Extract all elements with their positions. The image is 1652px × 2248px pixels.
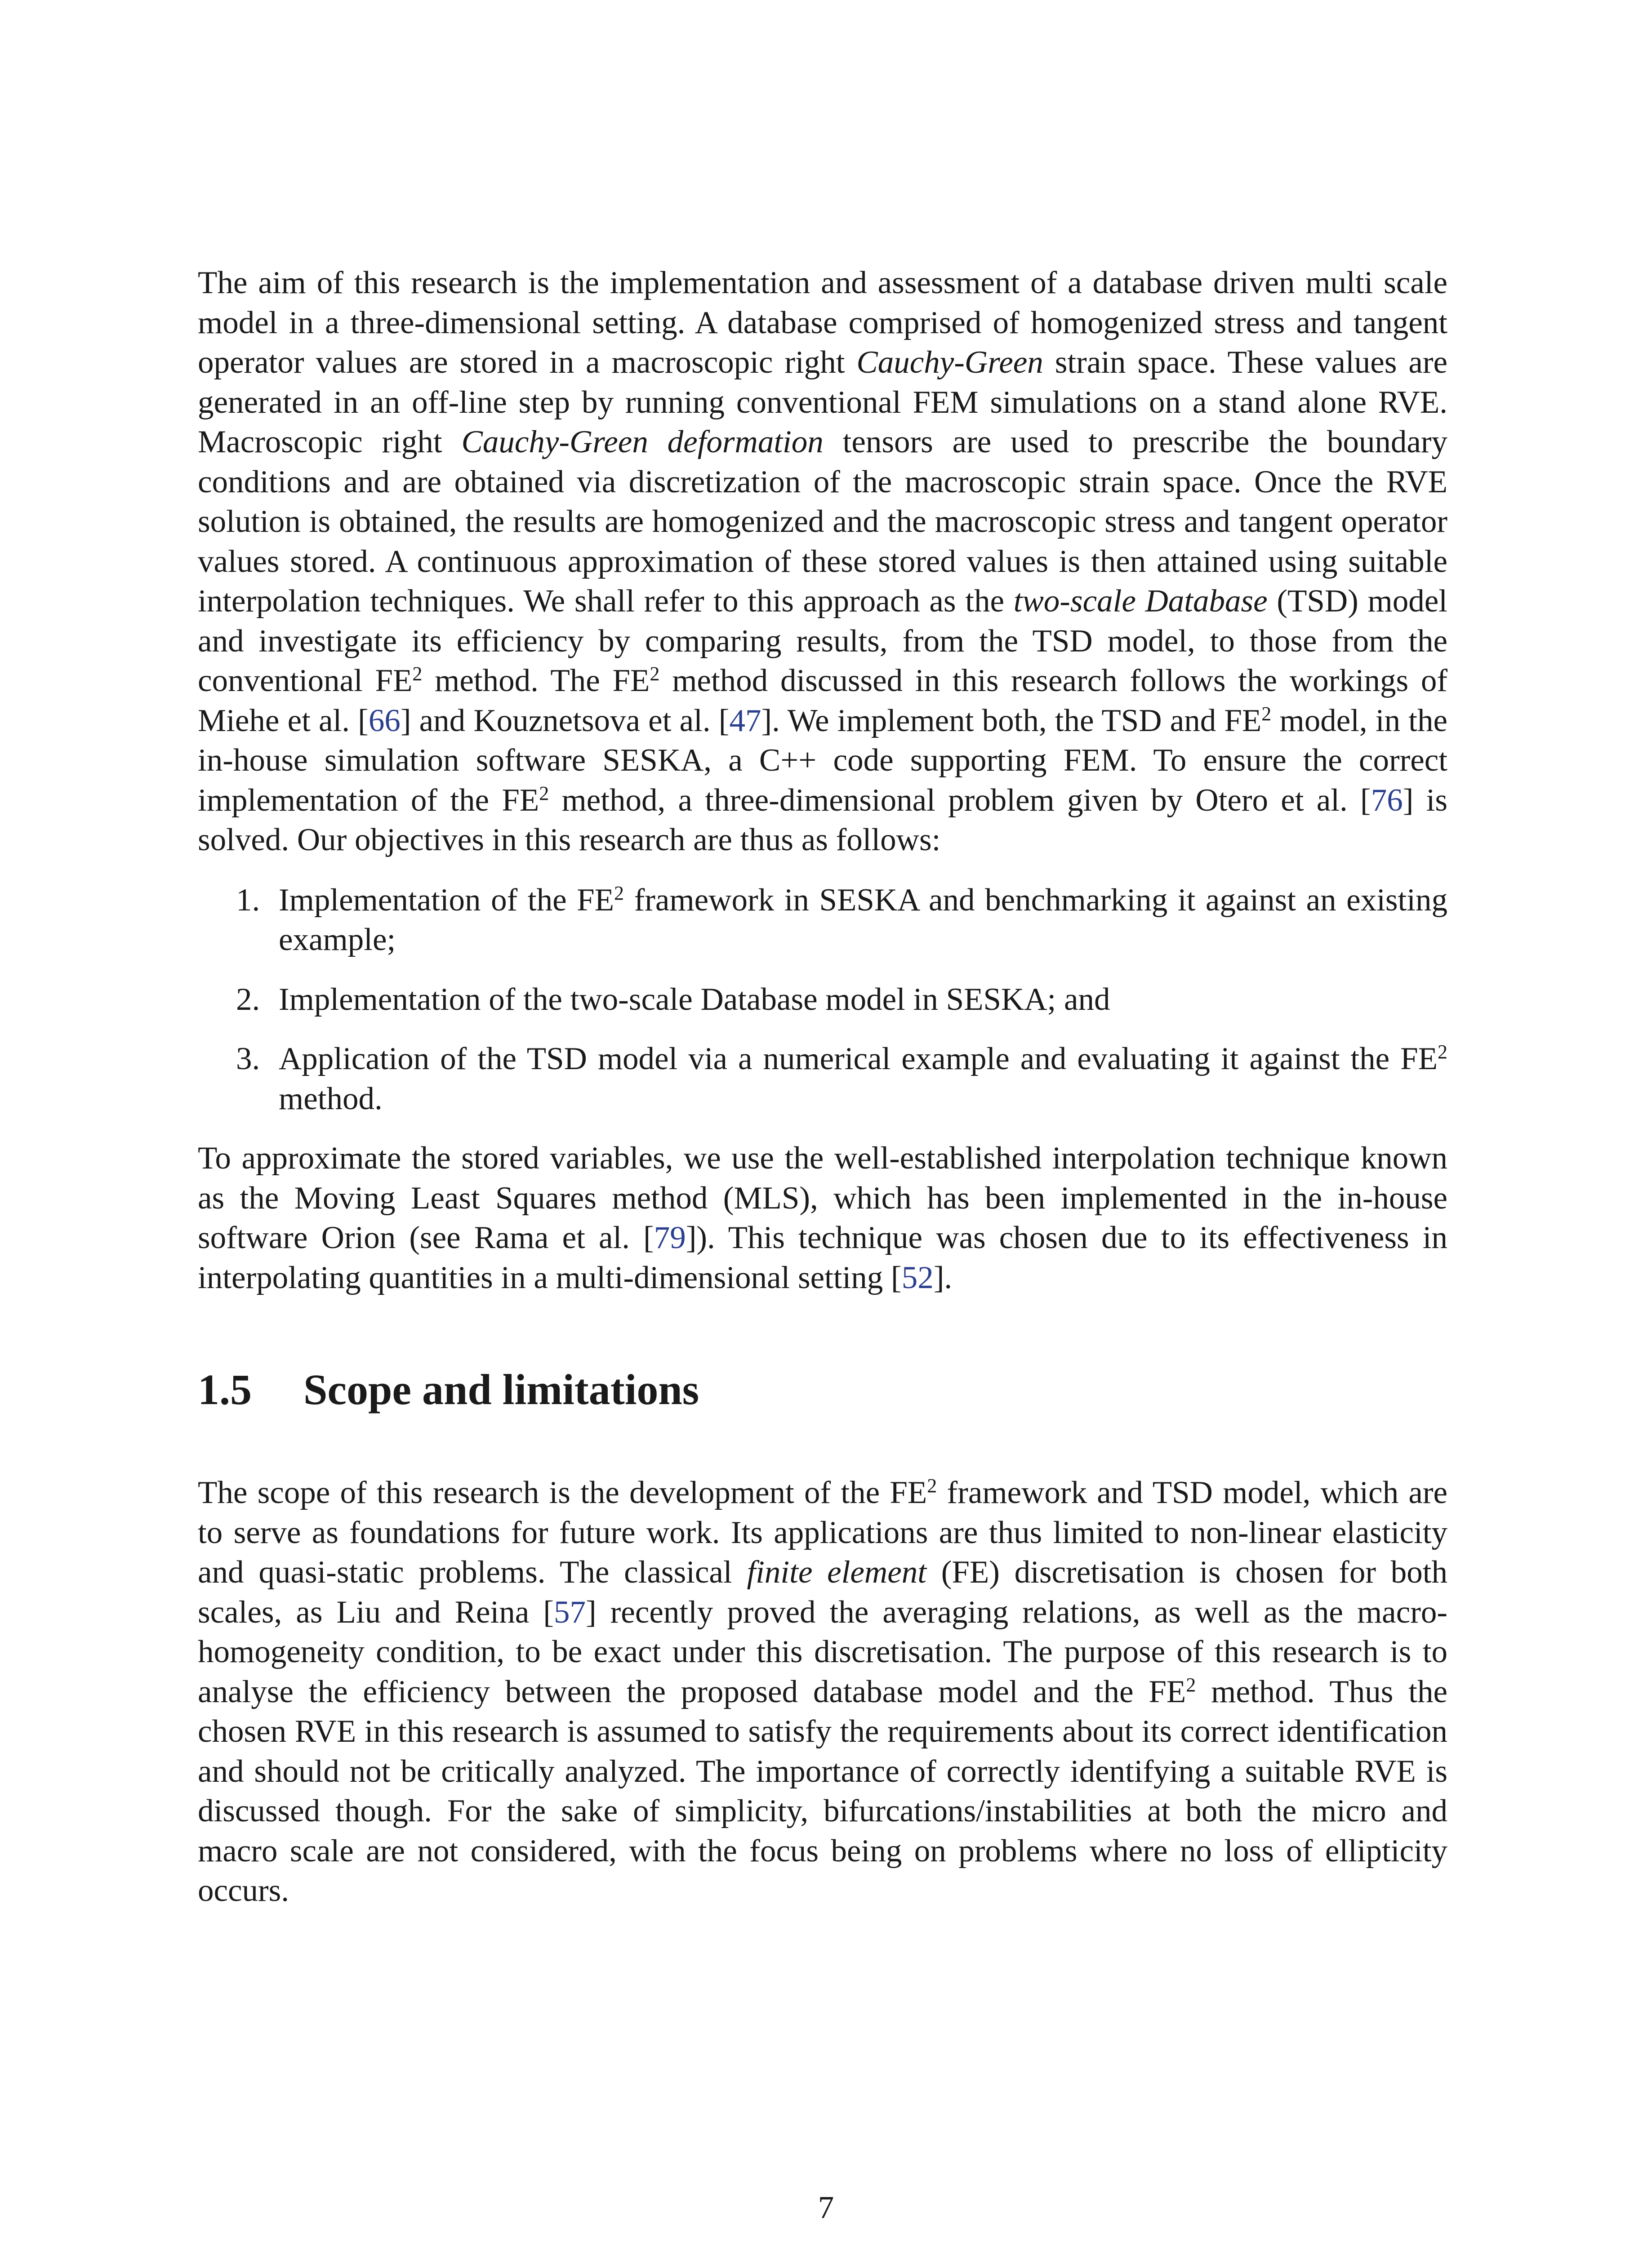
- page-number: 7: [818, 2190, 834, 2225]
- intro-paragraph: [198, 263, 1447, 860]
- superscript: 2: [1437, 1040, 1447, 1063]
- list-item: [198, 1039, 1447, 1119]
- italic-term: Cauchy-Green deformation: [461, 424, 824, 459]
- superscript: 2: [1261, 702, 1272, 725]
- list-number: 1.: [236, 882, 260, 918]
- text-run: strain space. These values are generated in an off-line step by running conventional FEM simulations on a stand alone RVE. Macroscopic right: [198, 345, 1447, 459]
- scope-paragraph: [198, 1473, 1447, 1911]
- text-run: method.: [279, 1081, 383, 1116]
- text-run: framework in SESKA and benchmarking it against an existing example;: [279, 882, 1447, 957]
- section-heading: [198, 1365, 1447, 1414]
- text-run: method, a three-dimensional problem given by Otero et al. [: [549, 782, 1371, 818]
- text-run: ].: [933, 1260, 953, 1295]
- text-run: method. The FE: [422, 663, 650, 698]
- text-run: (TSD) model and investigate its efficiency by comparing results, from the TSD model, to those from the conventional FE: [198, 584, 1447, 698]
- text-run: ] and Kouznetsova et al. [: [400, 703, 730, 738]
- text-run: tensors are used to prescribe the boundary conditions and are obtained via discretization of the macroscopic strain space. Once the RVE solution is obtained, the results are homogenized and the macroscopic stress and tangent operator values stored. A continuous approximation of these stored values is then attained using suitable interpolation techniques. We shall refer to this approach as the: [198, 424, 1448, 619]
- text-run: The aim of this research is the implementation and assessment of a database driven multi scale model in a three-dimensional setting. A database comprised of homogenized stress and tangent operator values are stored in a macroscopic right: [198, 265, 1447, 380]
- list-number: 2.: [236, 981, 260, 1017]
- text-run: framework and TSD model, which are to serve as foundations for future work. Its applications are thus limited to non-linear elasticity and quasi-static problems. The classical: [198, 1475, 1448, 1590]
- superscript: 2: [650, 662, 660, 685]
- text-run: Implementation of the FE: [279, 882, 614, 918]
- text-run: model, in the in-house simulation software SESKA, a C++ code supporting FEM. To ensure the correct implementation of the FE: [198, 703, 1448, 818]
- text-run: method. Thus the chosen RVE in this research is assumed to satisfy the requirements about its correct identification and should not be critically analyzed. The importance of correctly identifying a suitable RVE is discussed though. For the sake of simplicity, bifurcations/instabilities at both the micro and macro scale are not considered, with the focus being on problems where no loss of ellipticity occurs.: [198, 1674, 1448, 1908]
- text-run: To approximate the stored variables, we use the well-established interpolation technique known as the Moving Least Squares method (MLS), which has been implemented in the in-house software Orion (see Rama et al. [: [198, 1141, 1447, 1255]
- text-run: Implementation of the two-scale Database model in SESKA; and: [279, 981, 1110, 1017]
- superscript: 2: [412, 662, 423, 685]
- section-title: Scope and limitations: [303, 1365, 699, 1414]
- italic-term: Cauchy-Green: [856, 345, 1043, 380]
- text-run: ]). This technique was chosen due to its effectiveness in interpolating quantities in a multi-dimensional setting [: [198, 1220, 1447, 1295]
- list-number: 3.: [236, 1041, 260, 1076]
- text-run: Application of the TSD model via a numerical example and evaluating it against the FE: [279, 1041, 1438, 1076]
- objectives-list: [198, 880, 1447, 1119]
- citation-link[interactable]: 57: [553, 1594, 586, 1630]
- text-run: method discussed in this research follows the workings of Miehe et al. [: [198, 663, 1448, 738]
- text-run: ] recently proved the averaging relations, as well as the macro-homogeneity condition, to be exact under this discretisation. The purpose of this research is to analyse the efficiency between the proposed database model and the FE: [198, 1594, 1447, 1709]
- italic-term: finite element: [747, 1555, 926, 1590]
- superscript: 2: [539, 782, 549, 804]
- citation-link[interactable]: 52: [901, 1260, 934, 1295]
- superscript: 2: [927, 1474, 937, 1497]
- superscript: 2: [1186, 1673, 1196, 1696]
- citation-link[interactable]: 66: [368, 703, 401, 738]
- superscript: 2: [614, 882, 624, 904]
- citation-link[interactable]: 76: [1371, 782, 1403, 818]
- interpolation-paragraph: [198, 1138, 1447, 1298]
- text-run: The scope of this research is the development of the FE: [198, 1475, 927, 1510]
- text-run: ] is solved. Our objectives in this research are thus as follows:: [198, 782, 1447, 857]
- citation-link[interactable]: 47: [729, 703, 761, 738]
- text-run: (FE) discretisation is chosen for both scales, as Liu and Reina [: [198, 1555, 1447, 1630]
- section-number: 1.5: [198, 1365, 252, 1414]
- citation-link[interactable]: 79: [654, 1220, 686, 1255]
- text-run: ]. We implement both, the TSD and FE: [761, 703, 1262, 738]
- page-body: [198, 263, 1447, 1911]
- list-item: [198, 880, 1447, 960]
- list-item: [198, 980, 1447, 1020]
- italic-term: two-scale Database: [1013, 584, 1268, 619]
